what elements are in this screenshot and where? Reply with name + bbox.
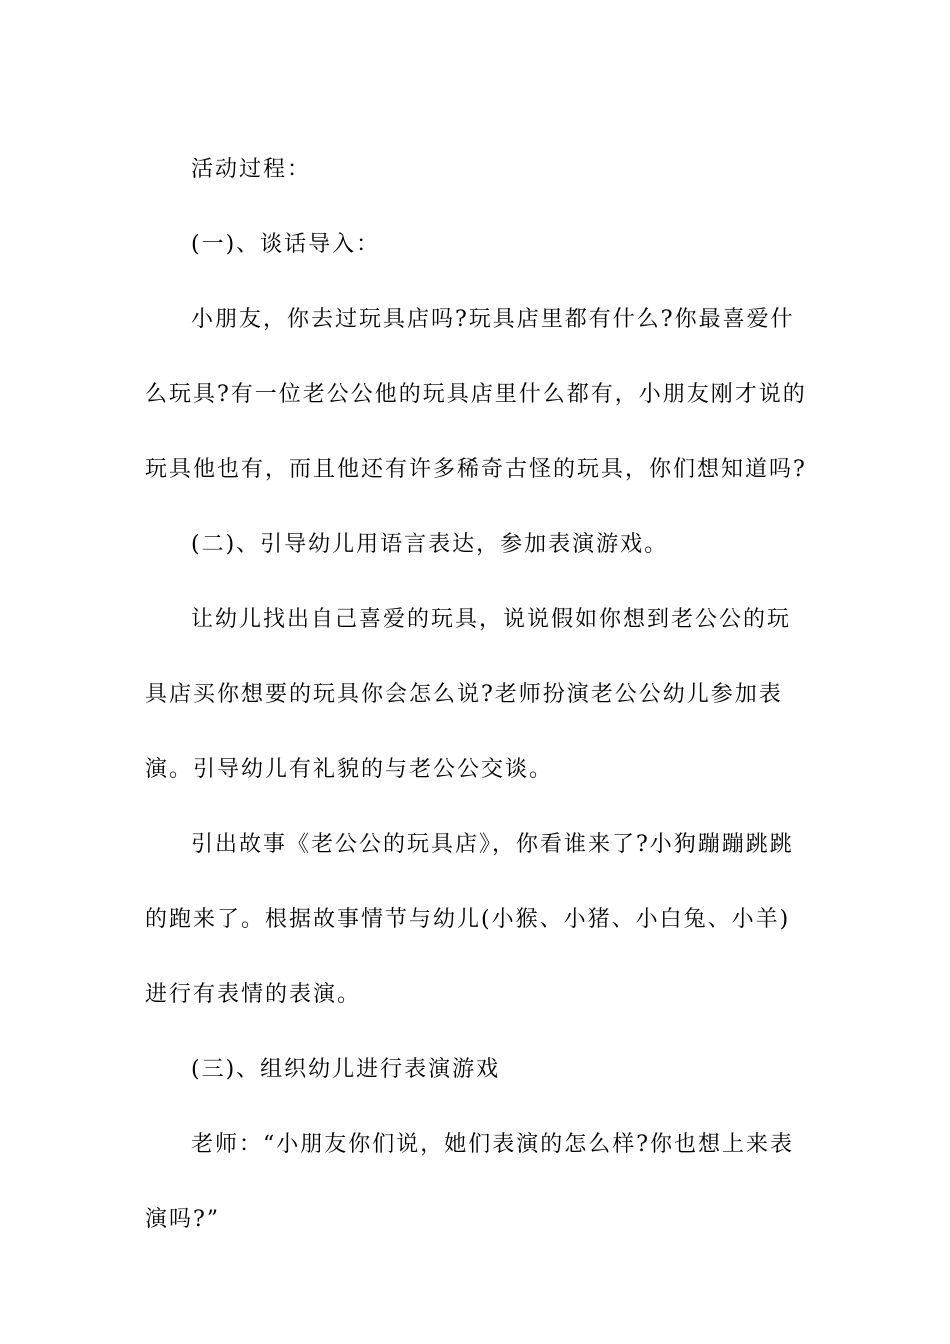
paragraph-find-toy: 让幼儿找出自己喜爱的玩具，说说假如你想到老公公的玩具店买你想要的玩具你会怎么说?老师扮演老公公幼儿参加表演。引导幼儿有礼貌的与老公公交谈。 bbox=[145, 607, 792, 782]
section-heading-3: (三)、组织幼儿进行表演游戏 bbox=[191, 1057, 501, 1082]
section-heading-2: (二)、引导幼儿用语言表达，参加表演游戏。 bbox=[191, 532, 669, 557]
document-page bbox=[145, 132, 807, 1257]
section-heading-1: (一)、谈话导入： bbox=[191, 232, 381, 257]
section-heading-activity-process: 活动过程： bbox=[191, 157, 312, 182]
paragraph-story: 引出故事《老公公的玩具店》，你看谁来了?小狗蹦蹦跳跳的跑来了。根据故事情节与幼儿(小猴、小猪、小白兔、小羊)进行有表情的表演。 bbox=[145, 832, 794, 1007]
paragraph-teacher-quote: 老师：“小朋友你们说，她们表演的怎么样?你也想上来表演吗?” bbox=[145, 1132, 795, 1232]
paragraph-intro-talk: 小朋友，你去过玩具店吗?玩具店里都有什么?你最喜爱什么玩具?有一位老公公他的玩具店里什么都有，小朋友刚才说的玩具他也有，而且他还有许多稀奇古怪的玩具，你们想知道吗? bbox=[145, 307, 807, 482]
